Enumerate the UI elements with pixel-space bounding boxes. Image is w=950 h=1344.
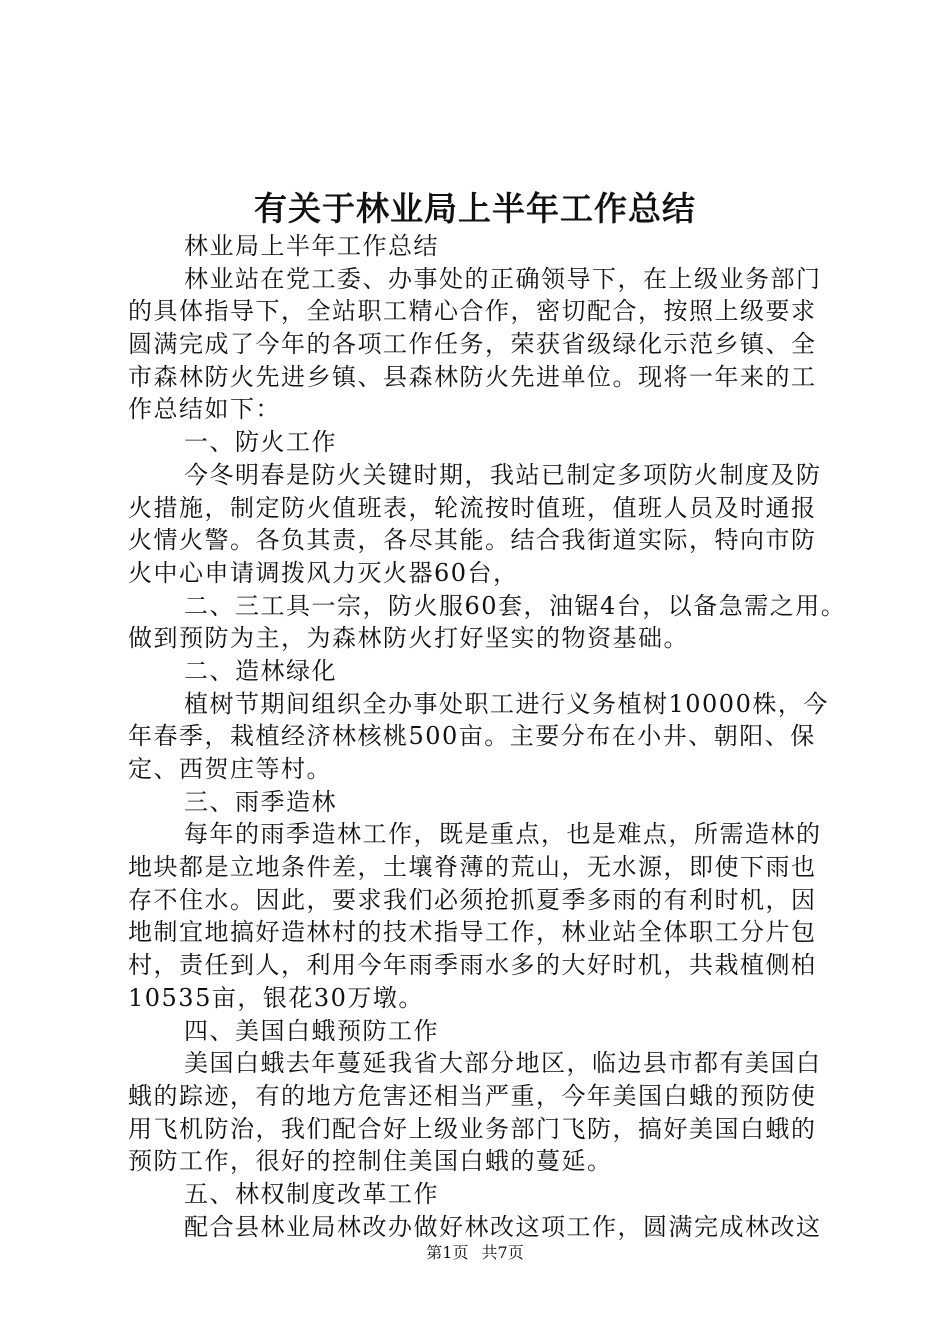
text-line: 定、西贺庄等村。 <box>128 755 332 783</box>
text-line: 火中心申请调拨风力灭火器60台， <box>128 558 519 587</box>
text-line: 配合县林业局林改办做好林改这项工作，圆满完成林改这 <box>184 1212 822 1241</box>
document-body <box>128 230 847 1243</box>
page-footer <box>0 1242 950 1264</box>
page-total: 共7页 <box>481 1243 524 1262</box>
text-line: 市森林防火先进乡镇、县森林防火先进单位。现将一年来的工 <box>128 362 817 391</box>
text-line: 火措施，制定防火值班表，轮流按时值班，值班人员及时通报 <box>128 493 817 522</box>
text-line: 五、林权制度改革工作 <box>184 1179 439 1208</box>
text-line: 预防工作，很好的控制住美国白蛾的蔓延。 <box>128 1147 613 1176</box>
text-line: 林业站在党工委、办事处的正确领导下，在上级业务部门 <box>184 264 822 293</box>
text-line: 作总结如下： <box>128 395 281 424</box>
document-title: 有关于林业局上半年工作总结 <box>254 189 696 228</box>
text-line: 地块都是立地条件差，土壤脊薄的荒山，无水源，即使下雨也 <box>128 853 817 882</box>
page-number: 第1页 <box>426 1243 469 1262</box>
text-line: 每年的雨季造林工作，既是重点，也是难点，所需造林的 <box>184 820 822 849</box>
text-line: 用飞机防治，我们配合好上级业务部门飞防，搞好美国白蛾的 <box>128 1114 817 1143</box>
text-line: 美国白蛾去年蔓延我省大部分地区，临边县市都有美国白 <box>184 1049 822 1078</box>
text-line: 地制宜地搞好造林村的技术指导工作，林业站全体职工分片包 <box>128 918 817 947</box>
text-line: 的具体指导下，全站职工精心合作，密切配合，按照上级要求 <box>128 297 817 326</box>
text-line: 二、造林绿化 <box>184 656 337 685</box>
text-line: 圆满完成了今年的各项工作任务，荣获省级绿化示范乡镇、全 <box>128 330 817 359</box>
text-line: 一、防火工作 <box>184 428 337 457</box>
text-line: 四、美国白蛾预防工作 <box>184 1016 439 1045</box>
text-line: 今冬明春是防火关键时期，我站已制定多项防火制度及防 <box>184 460 822 489</box>
text-line: 植树节期间组织全办事处职工进行义务植树10000株，今 <box>184 689 829 718</box>
text-line: 做到预防为主，为森林防火打好坚实的物资基础。 <box>128 624 689 653</box>
text-line: 年春季，栽植经济林核桃500亩。主要分布在小井、朝阳、保 <box>128 722 816 751</box>
text-line: 10535亩，银花30万墩。 <box>128 983 424 1012</box>
text-line: 蛾的踪迹，有的地方危害还相当严重，今年美国白蛾的预防使 <box>128 1081 817 1110</box>
text-line: 三、雨季造林 <box>184 787 337 816</box>
text-line: 村，责任到人，利用今年雨季雨水多的大好时机，共栽植侧柏 <box>128 951 817 980</box>
text-line: 林业局上半年工作总结 <box>184 232 439 260</box>
text-line: 火情火警。各负其责，各尽其能。结合我街道实际，特向市防 <box>128 526 817 555</box>
text-line: 二、三工具一宗，防火服60套，油锯4台，以备急需之用。 <box>184 591 847 620</box>
text-line: 存不住水。因此，要求我们必须抢抓夏季多雨的有利时机，因 <box>128 885 817 914</box>
